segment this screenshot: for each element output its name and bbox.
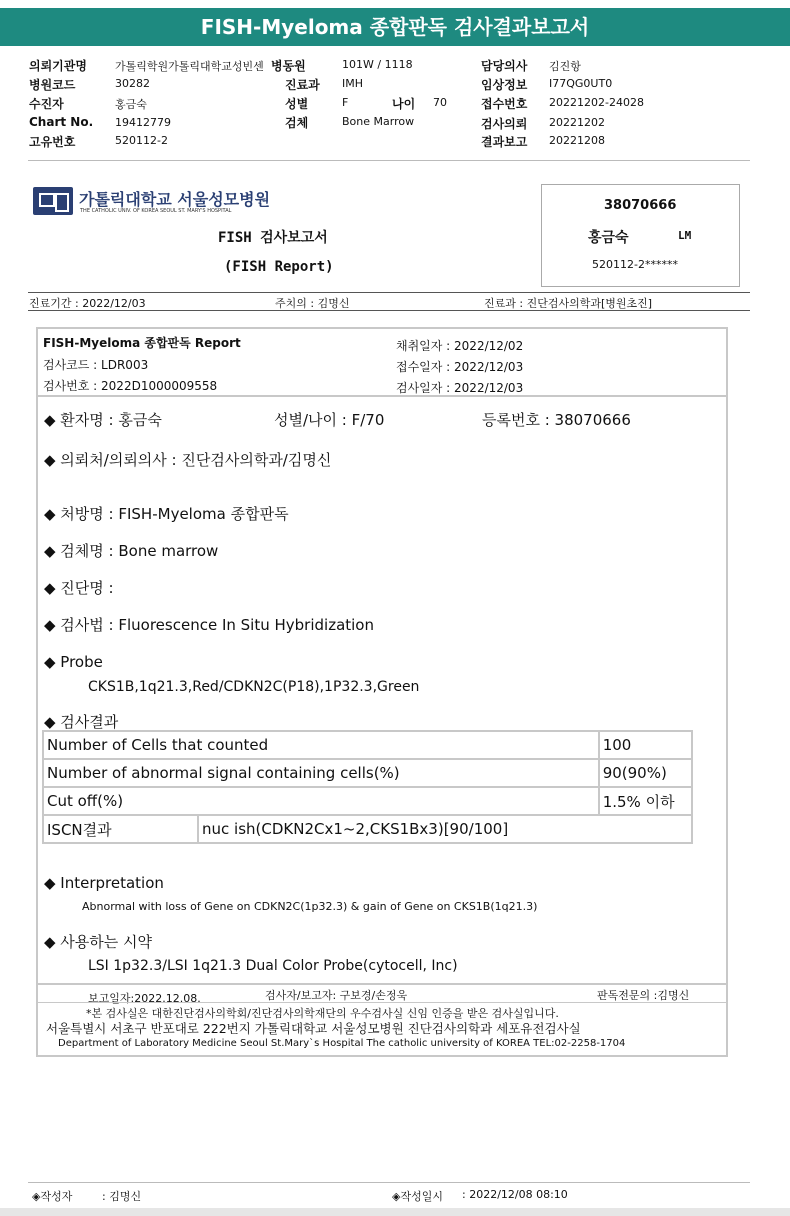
header-value: I77QG0UT0 — [549, 77, 613, 90]
date-label: ◈작성일시 — [392, 1190, 443, 1203]
result-label: ◆ 검사결과 — [44, 713, 119, 731]
doc-subtitle: (FISH Report) — [224, 259, 334, 275]
reader: 판독전문의 :김명신 — [597, 989, 690, 1002]
header-value: 101W / 1118 — [342, 58, 413, 71]
footer-bar — [0, 1208, 790, 1216]
certification: *본 검사실은 대한진단검사의학회/진단검사의학재단의 우수검사실 신임 인증을 받은 검사실입니다. — [86, 1007, 559, 1020]
header-value: IMH — [342, 77, 364, 90]
header-key: 병원코드 — [29, 78, 76, 92]
tester: 검사자/보고자: 구보경/손정욱 — [265, 989, 408, 1002]
hospital-name-en: THE CATHOLIC UNIV. OF KOREA SEOUL ST. MARY'S HOSPITAL — [80, 208, 232, 214]
header-value: Bone Marrow — [342, 115, 415, 128]
header-key: 병동원 — [271, 59, 306, 73]
report-date: 보고일자:2022.12.08. — [88, 992, 201, 1005]
visit-dept: 진료과 : 진단검사의학과[병원초진] — [484, 297, 653, 310]
address-en: Department of Laboratory Medicine Seoul St.Mary`s Hospital The catholic university of KOREA TEL:02-2258-1704 — [58, 1038, 626, 1049]
header-key: 검체 — [285, 116, 309, 130]
card-id: 520112-2****** — [592, 258, 678, 271]
probe-value: CKS1B,1q21.3,Red/CDKN2C(P18),1P32.3,Green — [88, 679, 420, 695]
test-code: 검사코드 : LDR003 — [43, 358, 149, 372]
method: ◆ 검사법 : Fluorescence In Situ Hybridization — [44, 616, 374, 634]
table-row — [43, 759, 692, 787]
header-key: 고유번호 — [29, 135, 76, 149]
header-value: F — [342, 96, 349, 109]
write-date: : 2022/12/08 08:10 — [462, 1188, 568, 1201]
card-reg-no: 38070666 — [604, 198, 677, 213]
divider — [36, 983, 726, 985]
header-key: 의뢰기관명 — [29, 59, 87, 73]
card-name: 홍금숙 — [588, 230, 629, 246]
reagent-label: ◆ 사용하는 시약 — [44, 933, 153, 951]
header-value: 홍금숙 — [115, 98, 147, 111]
divider — [36, 395, 726, 397]
header-key: 담당의사 — [481, 59, 528, 73]
header-key: 검사의뢰 — [481, 117, 528, 131]
header-key: 수진자 — [29, 97, 64, 111]
table-row — [43, 815, 692, 843]
header-key: 성별 — [285, 97, 309, 111]
doc-title: FISH 검사보고서 — [218, 230, 328, 246]
age-value: 70 — [433, 96, 447, 109]
header-value: 30282 — [115, 77, 150, 90]
author-label: ◈작성자 — [32, 1190, 73, 1203]
table-row — [43, 787, 692, 815]
header-value: 20221202-24028 — [549, 96, 644, 109]
test-number: 검사번호 : 2022D1000009558 — [43, 379, 218, 393]
visit-doctor: 주치의 : 김명신 — [275, 297, 350, 310]
reg-number: 등록번호 : 38070666 — [482, 411, 631, 429]
header-value: 520112-2 — [115, 134, 168, 147]
hospital-name: 가톨릭대학교 서울성모병원 — [79, 190, 271, 209]
reagent-value: LSI 1p32.3/LSI 1q21.3 Dual Color Probe(cytocell, Inc) — [88, 958, 458, 974]
header-key: 결과보고 — [481, 135, 528, 149]
visit-period: 진료기간 : 2022/12/03 — [29, 297, 146, 310]
diagnosis: ◆ 진단명 : — [44, 579, 114, 597]
result-value-cell: 1.5% 이하 — [599, 787, 692, 815]
patient-card — [541, 184, 740, 287]
report-title: FISH-Myeloma 종합판독 검사결과보고서 — [0, 8, 790, 46]
sex-age: 성별/나이 : F/70 — [274, 411, 385, 429]
divider — [36, 1002, 726, 1003]
card-tag: LM — [678, 229, 692, 242]
result-label-cell: Number of abnormal signal containing cells(%) — [43, 759, 599, 787]
result-value-cell: 100 — [599, 731, 692, 759]
iscn-value-cell: nuc ish(CDKN2Cx1~2,CKS1Bx3)[90/100] — [198, 815, 692, 843]
header-value: 김진항 — [549, 60, 581, 73]
header-key: 진료과 — [285, 78, 320, 92]
result-table — [42, 730, 693, 844]
divider — [28, 1182, 750, 1183]
address: 서울특별시 서초구 반포대로 222번지 가톨릭대학교 서울성모병원 진단검사의학과 세포유전검사실 — [46, 1021, 581, 1036]
header-key: Chart No. — [29, 115, 94, 129]
tested-date: 검사일자 : 2022/12/03 — [396, 381, 524, 395]
result-label-cell: Number of Cells that counted — [43, 731, 599, 759]
header-key: 임상정보 — [481, 78, 528, 92]
header-value: 19412779 — [115, 116, 171, 129]
interp-value: Abnormal with loss of Gene on CDKN2C(1p32.3) & gain of Gene on CKS1B(1q21.3) — [82, 900, 538, 913]
divider — [28, 310, 750, 311]
divider — [28, 160, 750, 161]
table-row — [43, 731, 692, 759]
author-name: : 김명신 — [102, 1190, 142, 1203]
hospital-logo-icon — [33, 187, 73, 215]
received-date: 접수일자 : 2022/12/03 — [396, 360, 524, 374]
requester: ◆ 의뢰처/의뢰의사 : 진단검사의학과/김명신 — [44, 451, 332, 469]
report-title-inner: FISH-Myeloma 종합판독 Report — [43, 336, 241, 350]
header-value: 20221208 — [549, 134, 605, 147]
age-key: 나이 — [392, 97, 416, 111]
probe-label: ◆ Probe — [44, 653, 103, 671]
interp-label: ◆ Interpretation — [44, 874, 164, 892]
header-value: 가톨릭학원가톨릭대학교성빈센 — [115, 60, 264, 73]
collected-date: 채취일자 : 2022/12/02 — [396, 339, 524, 353]
divider — [28, 292, 750, 293]
result-label-cell: Cut off(%) — [43, 787, 599, 815]
patient-name: ◆ 환자명 : 홍금숙 — [44, 411, 162, 429]
result-value-cell: 90(90%) — [599, 759, 692, 787]
prescription: ◆ 처방명 : FISH-Myeloma 종합판독 — [44, 505, 289, 523]
specimen: ◆ 검체명 : Bone marrow — [44, 542, 219, 560]
header-key: 접수번호 — [481, 97, 528, 111]
header-value: 20221202 — [549, 116, 605, 129]
iscn-label-cell: ISCN결과 — [43, 815, 198, 843]
